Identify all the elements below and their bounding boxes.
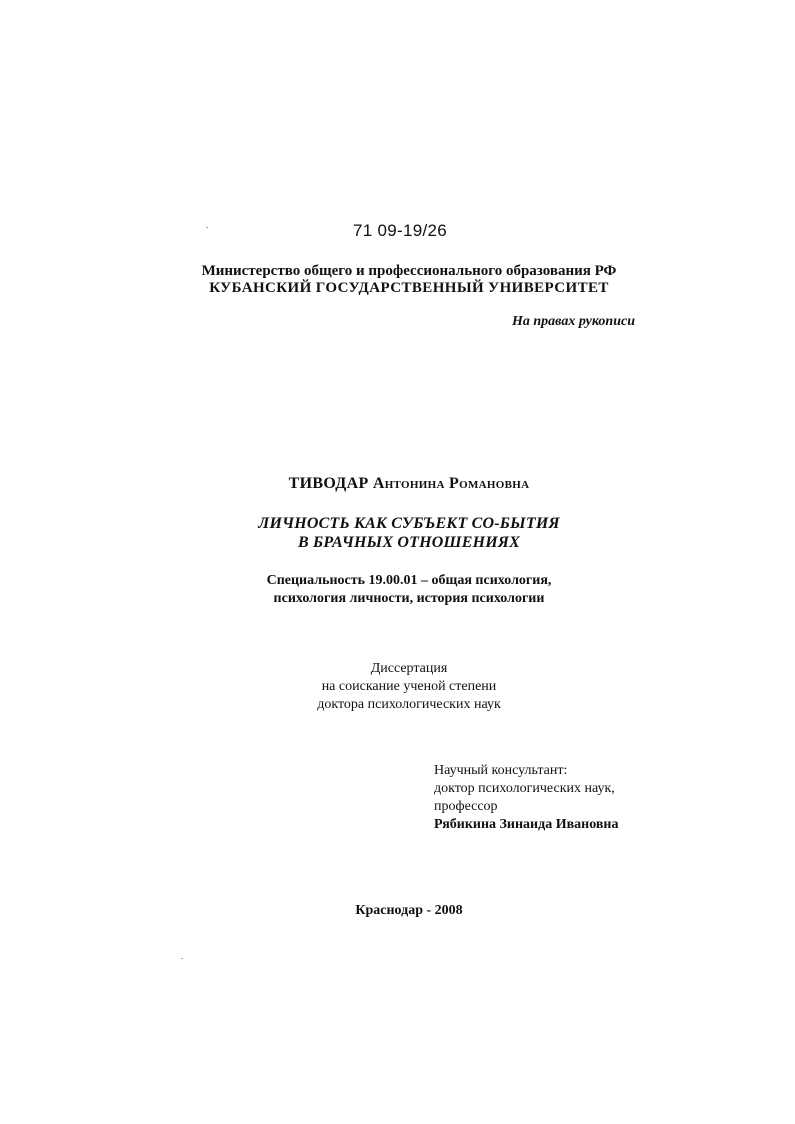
title-line-1: ЛИЧНОСТЬ КАК СУБЪЕКТ СО-БЫТИЯ (258, 515, 560, 532)
author-given-names: Антонина Романовна (372, 475, 530, 492)
consultant-degree: доктор психологических наук, (434, 781, 615, 796)
specialty (0, 572, 795, 608)
author-name (0, 475, 795, 493)
scientific-consultant (434, 762, 619, 834)
specialty-line-1: Специальность 19.00.01 – общая психология, (266, 573, 552, 588)
consultant-name: Рябикина Зинаида Ивановна (434, 817, 619, 832)
title-line-2: В БРАЧНЫХ ОТНОШЕНИЯХ (297, 534, 521, 551)
university-name: КУБАНСКИЙ ГОСУДАРСТВЕННЫЙ УНИВЕРСИТЕТ (209, 280, 609, 296)
degree-line-3: доктора психологических наук (317, 697, 501, 712)
specialty-line-2: психология личности, история психологии (273, 591, 545, 606)
dissertation-title (0, 514, 795, 552)
ministry-name: Министерство общего и профессионального образования РФ (201, 263, 617, 279)
city-year: Краснодар - 2008 (355, 903, 463, 918)
consultant-rank: профессор (434, 799, 498, 814)
archive-stamp: 71 09-19/26 (352, 221, 448, 240)
degree-line-2: на соискание ученой степени (321, 679, 497, 694)
manuscript-note: На правах рукописи (512, 314, 635, 329)
dissertation-degree (0, 660, 795, 714)
scan-speck (181, 958, 183, 959)
consultant-label: Научный консультант: (434, 763, 568, 778)
degree-line-1: Диссертация (370, 661, 448, 676)
author-surname: ТИВОДАР (288, 475, 369, 492)
